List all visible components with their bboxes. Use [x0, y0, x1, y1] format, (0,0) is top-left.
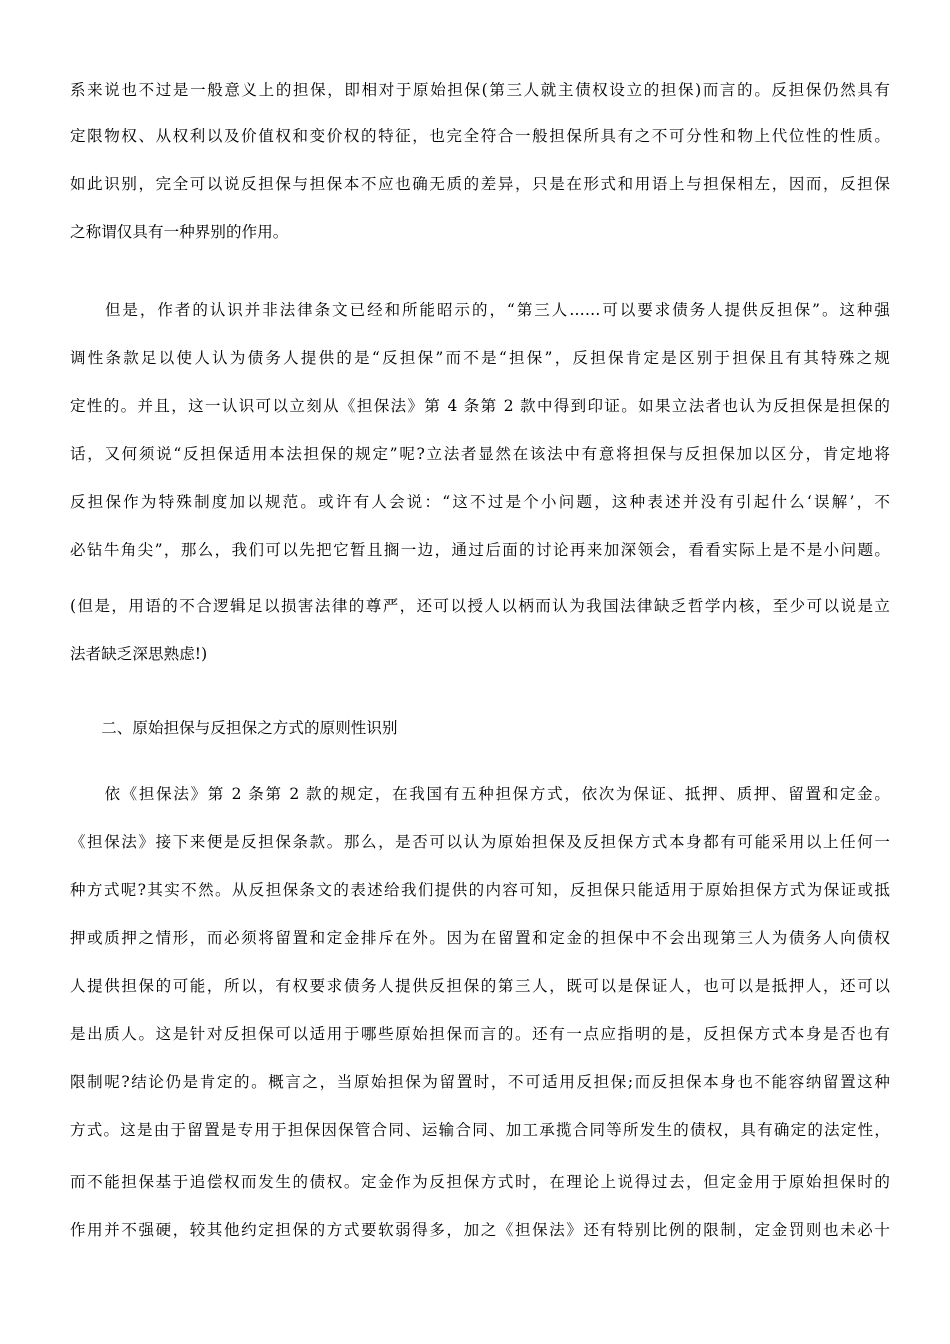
text-line: (但是，用语的不合逻辑足以损害法律的尊严，还可以授人以柄而认为我国法律缺乏哲学内核，至少可以说是立 [70, 597, 890, 615]
text-line: 《担保法》接下来便是反担保条款。那么，是否可以认为原始担保及反担保方式本身都有可能采用以上任何一 [70, 833, 890, 851]
text-line: 而不能担保基于追偿权而发生的债权。定金作为反担保方式时，在理论上说得过去，但定金用于原始担保时的 [70, 1173, 890, 1191]
text-line: 限制呢?结论仍是肯定的。概言之，当原始担保为留置时，不可适用反担保;而反担保本身也不能容纳留置这种 [70, 1073, 890, 1091]
text-line: 调性条款足以使人认为债务人提供的是“反担保”而不是“担保”，反担保肯定是区别于担保且有其特殊之规 [70, 349, 890, 367]
text-line: 依《担保法》第 2 条第 2 款的规定，在我国有五种担保方式，依次为保证、抵押、质押、留置和定金。 [70, 785, 890, 803]
text-line: 种方式呢?其实不然。从反担保条文的表述给我们提供的内容可知，反担保只能适用于原始担保方式为保证或抵 [70, 881, 890, 899]
text-line: 反担保作为特殊制度加以规范。或许有人会说：“这不过是个小问题，这种表述并没有引起什么‘误解’，不 [70, 493, 890, 511]
text-line: 押或质押之情形，而必须将留置和定金排斥在外。因为在留置和定金的担保中不会出现第三人为债务人向债权 [70, 929, 890, 947]
text-line: 法者缺乏深思熟虑!) [70, 645, 208, 663]
text-line: 如此识别，完全可以说反担保与担保本不应也确无质的差异，只是在形式和用语上与担保相左，因而，反担保 [70, 175, 890, 193]
text-line: 但是，作者的认识并非法律条文已经和所能昭示的，“第三人……可以要求债务人提供反担保”。这种强 [70, 301, 890, 319]
text-line: 作用并不强硬，较其他约定担保的方式要软弱得多，加之《担保法》还有特别比例的限制，定金罚则也未必十 [70, 1221, 890, 1239]
section-heading: 二、原始担保与反担保之方式的原则性识别 [70, 719, 398, 737]
text-line: 方式。这是由于留置是专用于担保因保管合同、运输合同、加工承揽合同等所发生的债权，具有确定的法定性， [70, 1121, 890, 1139]
text-line: 之称谓仅具有一种界别的作用。 [70, 223, 289, 241]
text-line: 必钻牛角尖”，那么，我们可以先把它暂且搁一边，通过后面的讨论再来加深领会，看看实际上是不是小问题。 [70, 541, 890, 559]
text-line: 系来说也不过是一般意义上的担保，即相对于原始担保(第三人就主债权设立的担保)而言的。反担保仍然具有 [70, 81, 890, 99]
text-line: 定限物权、从权利以及价值权和变价权的特征，也完全符合一般担保所具有之不可分性和物上代位性的性质。 [70, 127, 890, 145]
text-line: 话，又何须说“反担保适用本法担保的规定”呢?立法者显然在该法中有意将担保与反担保加以区分，肯定地将 [70, 445, 890, 463]
text-line: 定性的。并且，这一认识可以立刻从《担保法》第 4 条第 2 款中得到印证。如果立法者也认为反担保是担保的 [70, 397, 890, 415]
text-line: 人提供担保的可能，所以，有权要求债务人提供反担保的第三人，既可以是保证人，也可以是抵押人，还可以 [70, 977, 890, 995]
text-line: 是出质人。这是针对反担保可以适用于哪些原始担保而言的。还有一点应指明的是，反担保方式本身是否也有 [70, 1025, 890, 1043]
